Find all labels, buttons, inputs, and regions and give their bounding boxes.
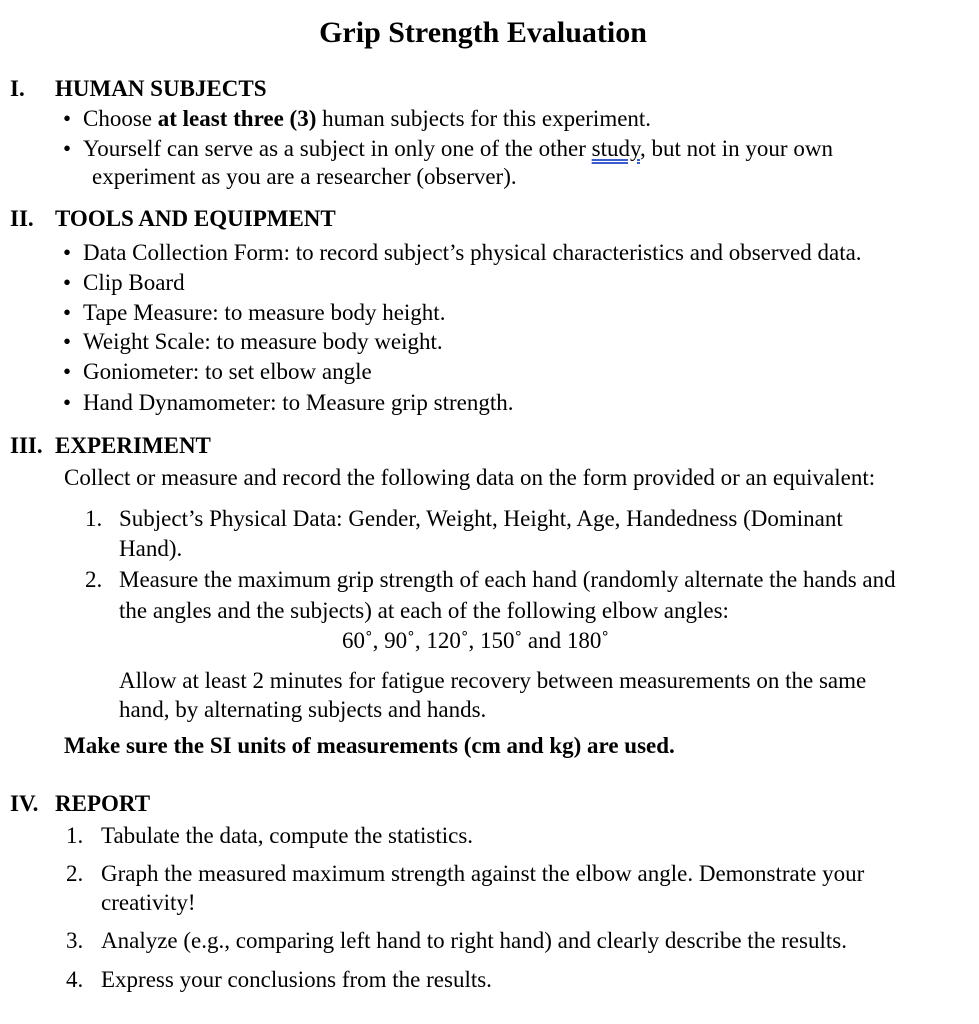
section-3-number: III.	[10, 433, 43, 458]
list-item: Graph the measured maximum strength against the elbow angle. Demonstrate your	[101, 861, 865, 886]
list-number: 2.	[66, 861, 84, 886]
bullet-icon: •	[63, 390, 72, 415]
section-4-number: IV.	[10, 791, 39, 816]
list-number: 1.	[85, 506, 103, 531]
list-number: 2.	[85, 567, 103, 592]
bullet-item: • Data Collection Form: to record subject’s physical characteristics and observed data.	[63, 240, 862, 265]
list-item: Tabulate the data, compute the statistics.	[101, 823, 474, 848]
recovery-note: Allow at least 2 minutes for fatigue recovery between measurements on the same	[119, 668, 867, 693]
elbow-angles: 60˚, 90˚, 120˚, 150˚ and 180˚	[342, 628, 610, 653]
list-item: Express your conclusions from the results.	[101, 967, 492, 992]
bullet-item: • Tape Measure: to measure body height.	[63, 300, 446, 325]
bullet-item: • Goniometer: to set elbow angle	[63, 359, 372, 384]
experiment-intro: Collect or measure and record the following data on the form provided or an equivalent:	[64, 465, 876, 490]
bullet-icon: •	[63, 359, 72, 384]
section-4-heading: REPORT	[55, 791, 151, 816]
section-2-number: II.	[10, 206, 34, 231]
bullet-item: • Clip Board	[63, 270, 185, 295]
page-title: Grip Strength Evaluation	[319, 16, 647, 49]
section-2-heading: TOOLS AND EQUIPMENT	[55, 206, 336, 231]
bullet-item: • Hand Dynamometer: to Measure grip strength.	[63, 390, 514, 415]
list-number: 3.	[66, 928, 84, 953]
bullet-icon: •	[63, 240, 72, 265]
bullet-icon: •	[63, 106, 72, 131]
list-number: 4.	[66, 967, 84, 992]
section-3-heading: EXPERIMENT	[55, 433, 211, 458]
bullet-icon: •	[63, 136, 72, 161]
bullet-item: • Weight Scale: to measure body weight.	[63, 329, 443, 354]
bullet-icon: •	[63, 329, 72, 354]
list-item-continuation: creativity!	[101, 890, 196, 915]
bullet-icon: •	[63, 300, 72, 325]
section-1-heading: HUMAN SUBJECTS	[55, 76, 267, 101]
bullet-icon: •	[63, 270, 72, 295]
list-number: 1.	[66, 823, 84, 848]
units-note: Make sure the SI units of measurements (cm and kg) are used.	[64, 733, 675, 758]
list-item: Measure the maximum grip strength of each hand (randomly alternate the hands and	[119, 567, 896, 592]
list-item: Analyze (e.g., comparing left hand to right hand) and clearly describe the results.	[101, 928, 847, 953]
bullet-item: • Choose at least three (3) human subjects for this experiment.	[63, 106, 652, 131]
bullet-continuation: experiment as you are a researcher (observer).	[92, 164, 517, 189]
spellcheck-word[interactable]: study	[591, 136, 640, 161]
recovery-note-continuation: hand, by alternating subjects and hands.	[119, 697, 487, 722]
section-1-number: I.	[10, 76, 25, 101]
bullet-item: • Yourself can serve as a subject in only one of the other study, but not in your own	[63, 136, 833, 161]
list-item-continuation: Hand).	[119, 536, 183, 561]
list-item: Subject’s Physical Data: Gender, Weight, Height, Age, Handedness (Dominant	[119, 506, 843, 531]
list-item-continuation: the angles and the subjects) at each of the following elbow angles:	[119, 598, 729, 623]
